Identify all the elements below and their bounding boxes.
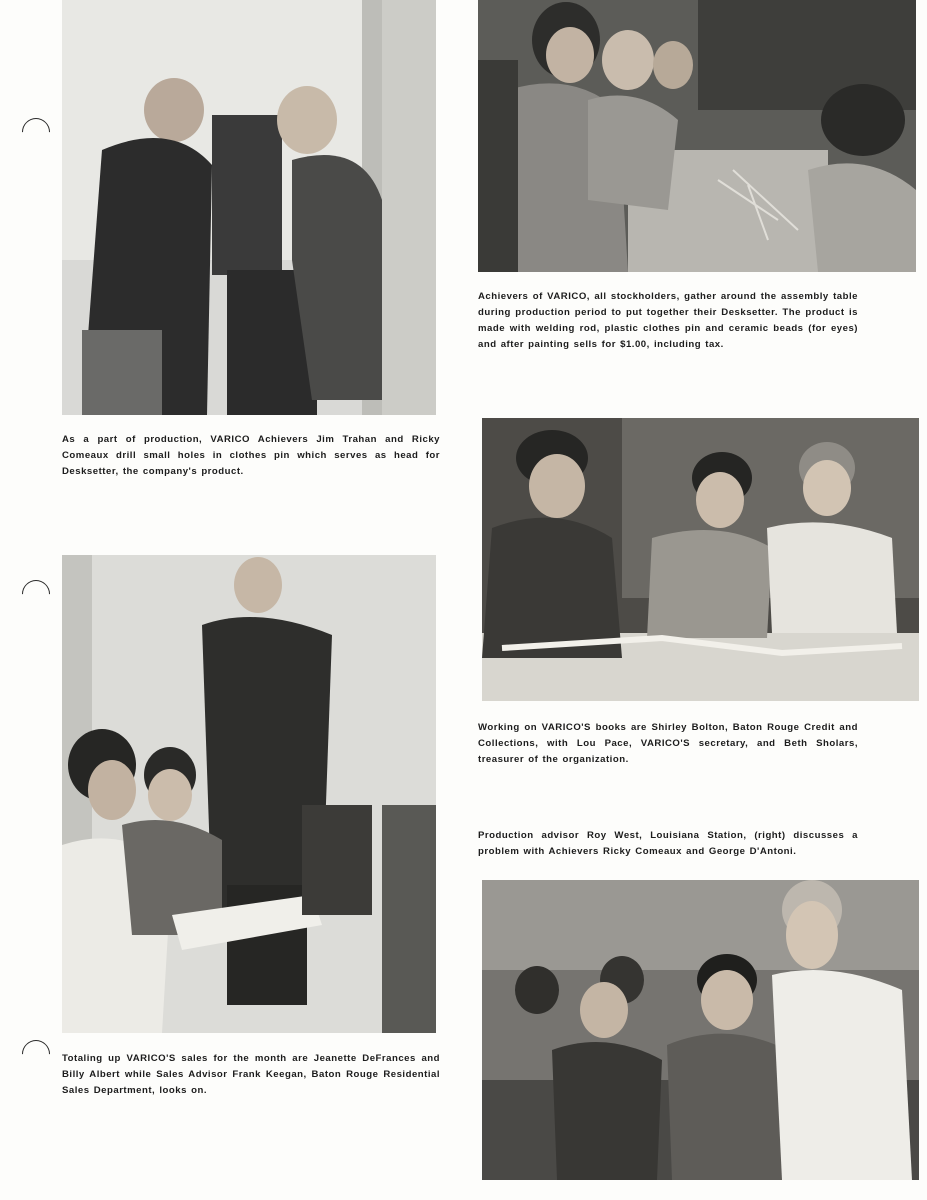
photo-working-on-books — [482, 418, 919, 701]
photo-drill-press — [62, 0, 436, 415]
photo-production-advisor — [482, 880, 919, 1180]
binder-hole-mark-bottom — [16, 1034, 56, 1074]
photo-totaling-sales — [62, 555, 436, 1033]
binder-hole-mark-top — [16, 112, 56, 152]
caption-working-on-books: Working on VARICO'S books are Shirley Bolton, Baton Rouge Credit and Collections, with Lou Pace, VARICO'S secretary, and Beth Sholars, treasurer of the organization. — [478, 722, 858, 765]
caption-totaling-sales: Totaling up VARICO'S sales for the month are Jeanette DeFrances and Billy Albert while Sales Advisor Frank Keegan, Baton Rouge Residential Sales Department, looks on. — [62, 1053, 440, 1096]
caption-drill-press: As a part of production, VARICO Achievers Jim Trahan and Ricky Comeaux drill small holes in clothes pin which serves as head for Desksetter, the company's product. — [62, 434, 440, 477]
binder-hole-mark-middle — [16, 574, 56, 614]
photo-assembly-table — [478, 0, 916, 272]
caption-production-advisor: Production advisor Roy West, Louisiana Station, (right) discusses a problem with Achievers Ricky Comeaux and George D'Antoni. — [478, 830, 858, 857]
caption-assembly-table: Achievers of VARICO, all stockholders, gather around the assembly table during production period to put together their Desksetter. The product is made with welding rod, plastic clothes pin and ceramic beads (for eyes) and after painting sells for $1.00, including tax. — [478, 291, 858, 350]
